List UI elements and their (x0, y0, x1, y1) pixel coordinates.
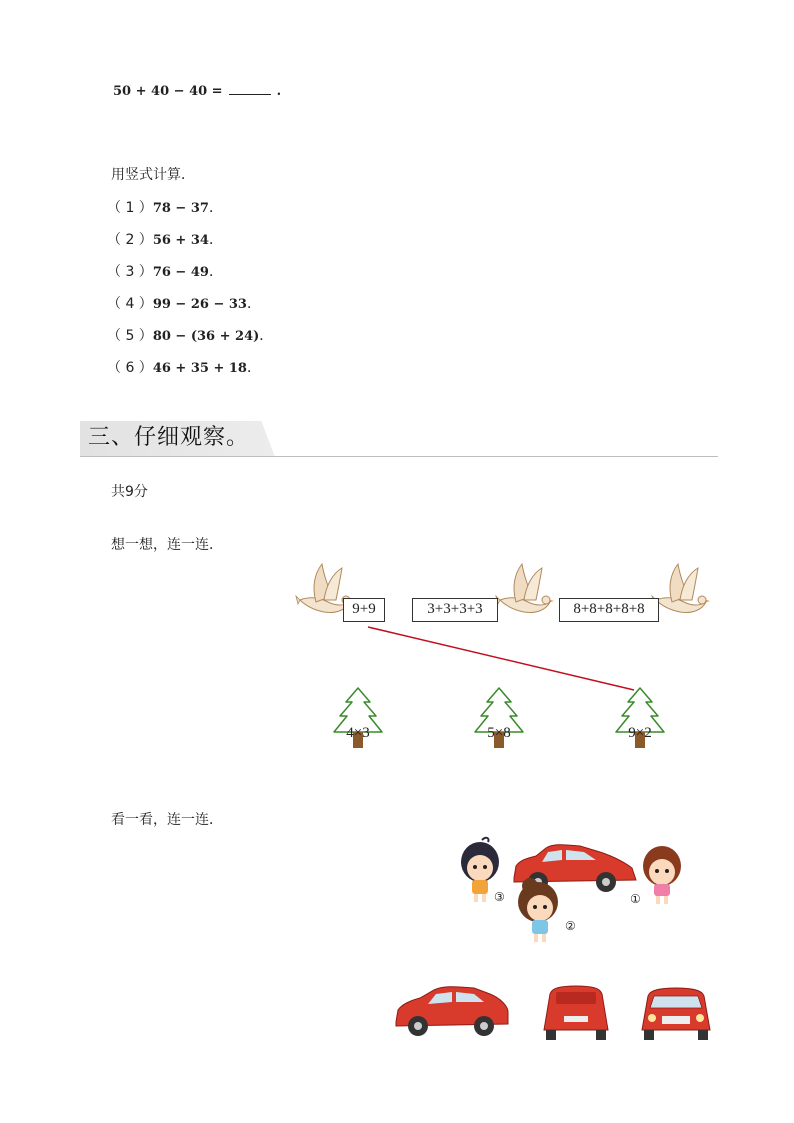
item-expression: 80 − (36 + 24) (152, 329, 260, 344)
car-side-option-icon (396, 987, 508, 1036)
item-number: （ 6 ） (107, 360, 153, 376)
section-score: 共9分 (111, 484, 148, 500)
girl-icon (518, 878, 558, 942)
item-expression: 78 − 37 (152, 201, 209, 216)
vertical-calc-instruction: 用竖式计算． (111, 167, 195, 183)
expression-end: . (276, 84, 282, 99)
item-end: ． (208, 232, 223, 248)
item-end: ． (259, 328, 274, 344)
girl-icon (643, 846, 681, 904)
position-label: ③ (494, 890, 505, 904)
item-end: ． (208, 200, 223, 216)
position-label: ② (565, 919, 576, 933)
item-expression: 99 − 26 − 33 (152, 297, 247, 312)
item-end: ． (208, 264, 223, 280)
item-expression: 76 − 49 (152, 265, 209, 280)
expression-box-3[interactable]: 8+8+8+8+8 (559, 598, 659, 622)
position-label: ① (630, 892, 641, 906)
item-expression: 46 + 35 + 18 (152, 361, 247, 376)
item-expression: 56 + 34 (152, 233, 209, 248)
tree-label-3[interactable]: 9×2 (628, 725, 652, 741)
tree-label-1[interactable]: 4×3 (346, 725, 370, 741)
item-number: （ 3 ） (107, 264, 153, 280)
item-end: ． (246, 360, 261, 376)
q2-instruction: 看一看，连一连． (111, 812, 223, 828)
car-front-option-icon (642, 988, 710, 1040)
section-title: 三、仔细观察。 (88, 425, 250, 450)
expression-box-2[interactable]: 3+3+3+3 (412, 598, 498, 622)
item-end: ． (246, 296, 261, 312)
item-number: （ 2 ） (107, 232, 153, 248)
q1-instruction: 想一想，连一连． (111, 537, 223, 553)
expression: 50 + 40 − 40 = (113, 84, 223, 99)
tree-label-2[interactable]: 5×8 (487, 725, 511, 741)
item-number: （ 4 ） (107, 296, 153, 312)
item-number: （ 5 ） (107, 328, 153, 344)
item-number: （ 1 ） (107, 200, 153, 216)
expression-box-1[interactable]: 9+9 (343, 598, 385, 622)
car-back-option-icon (544, 986, 608, 1040)
